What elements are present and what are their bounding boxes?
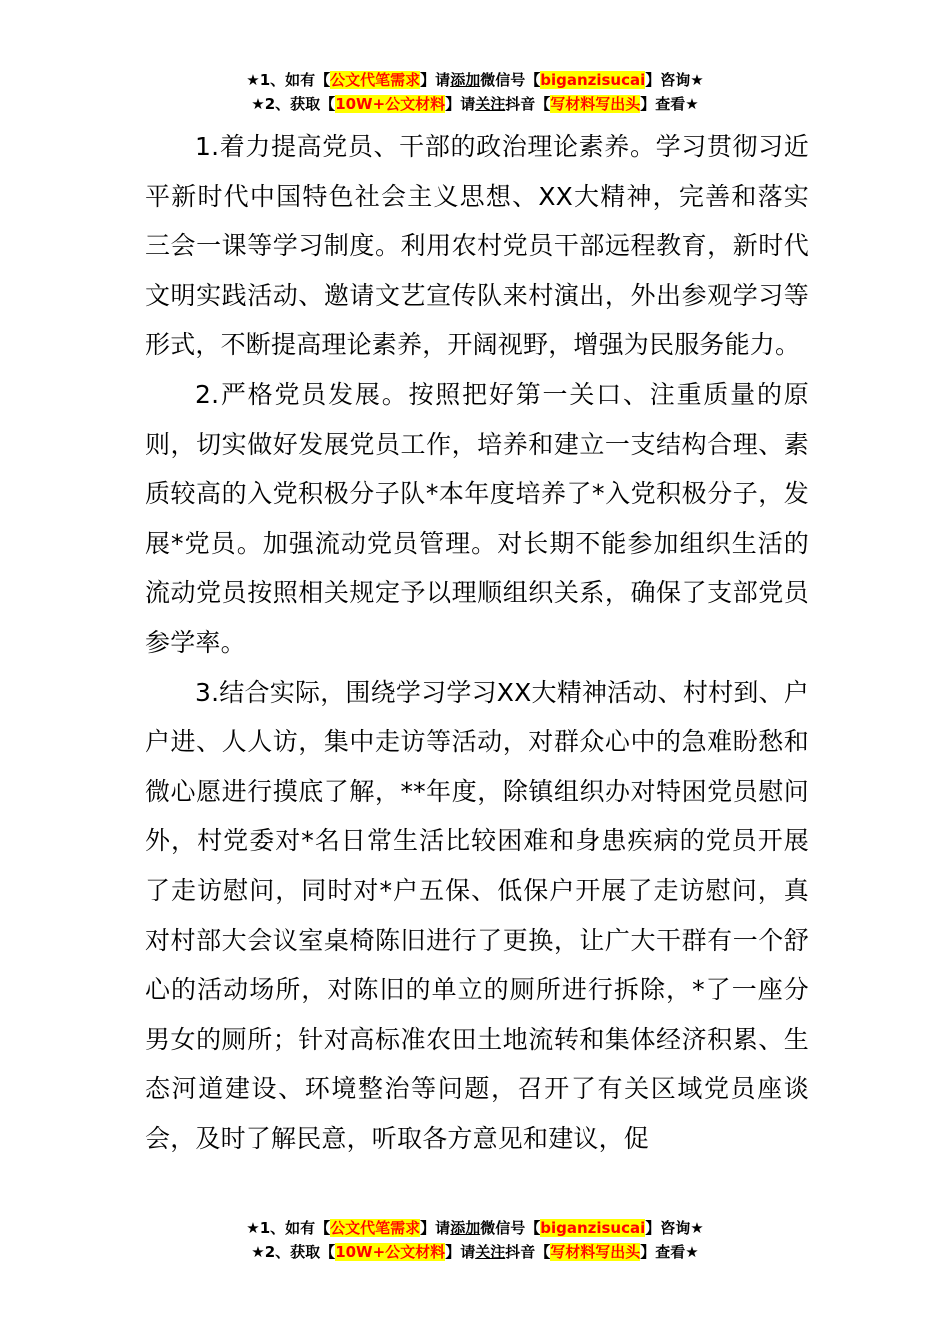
banner-highlight: 写材料写出头 xyxy=(550,95,641,113)
banner-text: ★1、如有【 xyxy=(246,71,331,89)
banner-text: 】请 xyxy=(420,71,451,89)
banner-text: 】请 xyxy=(445,1243,476,1261)
banner-text: ★2、获取【 xyxy=(251,1243,336,1261)
banner-underlined: 关注 xyxy=(475,95,506,113)
banner-highlight: 10W+公文材料 xyxy=(335,95,446,113)
banner-text: 微信号【 xyxy=(480,71,541,89)
banner-text: 】咨询★ xyxy=(645,71,704,89)
banner-text: 】查看★ xyxy=(640,1243,699,1261)
paragraph-3: 3.结合实际，围绕学习学习XX大精神活动、村村到、户户进、人人访，集中走访等活动，对群众心中的急难盼愁和微心愿进行摸底了解，**年度，除镇组织办对特困党员慰问外，村党委对*名日常生活比较困难和身患疾病的党员开展了走访慰问，同时对*户五保、低保户开展了走访慰问，真对村部大会议室桌椅陈旧进行了更换，让广大干群有一个舒心的活动场所，对陈旧的单立的厕所进行拆除，*了一座分男女的厕所；针对高标准农田土地流转和集体经济积累、生态河道建设、环境整治等问题，召开了有关区域党员座谈会，及时了解民意，听取各方意见和建议，促 xyxy=(145,677,809,1153)
banner-highlight: biganzisucai xyxy=(540,71,646,89)
banner-highlight: 写材料写出头 xyxy=(550,1243,641,1261)
paragraph-1: 1.着力提高党员、干部的政治理论素养。学习贯彻习近平新时代中国特色社会主义思想、XX大精神，完善和落实三会一课等学习制度。利用农村党员干部远程教育，新时代文明实践活动、邀请文艺宣传队来村演出，外出参观学习等形式，不断提高理论素养，开阔视野，增强为民服务能力。 xyxy=(145,132,809,360)
banner-underlined: 添加 xyxy=(450,71,481,89)
footer-banner xyxy=(0,1216,950,1264)
banner-text: 】请 xyxy=(420,1219,451,1237)
banner-underlined: 添加 xyxy=(450,1219,481,1237)
banner-highlight: biganzisucai xyxy=(540,1219,646,1237)
banner-line-2 xyxy=(0,92,950,116)
paragraph-2: 2.严格党员发展。按照把好第一关口、注重质量的原则，切实做好发展党员工作，培养和建立一支结构合理、素质较高的入党积极分子队*本年度培养了*入党积极分子，发展*党员。加强流动党员管理。对长期不能参加组织生活的流动党员按照相关规定予以理顺组织关系，确保了支部党员参学率。 xyxy=(145,379,809,657)
banner-text: 】请 xyxy=(445,95,476,113)
banner-text: 微信号【 xyxy=(480,1219,541,1237)
document-body xyxy=(145,122,809,1163)
banner-highlight: 公文代笔需求 xyxy=(330,1219,421,1237)
banner-text: ★2、获取【 xyxy=(251,95,336,113)
banner-text: 抖音【 xyxy=(505,1243,551,1261)
banner-line-2 xyxy=(0,1240,950,1264)
banner-text: 】咨询★ xyxy=(645,1219,704,1237)
banner-line-1 xyxy=(0,68,950,92)
banner-text: 】查看★ xyxy=(640,95,699,113)
banner-line-1 xyxy=(0,1216,950,1240)
banner-text: 抖音【 xyxy=(505,95,551,113)
banner-highlight: 10W+公文材料 xyxy=(335,1243,446,1261)
header-banner xyxy=(0,68,950,116)
banner-underlined: 关注 xyxy=(475,1243,506,1261)
banner-text: ★1、如有【 xyxy=(246,1219,331,1237)
banner-highlight: 公文代笔需求 xyxy=(330,71,421,89)
